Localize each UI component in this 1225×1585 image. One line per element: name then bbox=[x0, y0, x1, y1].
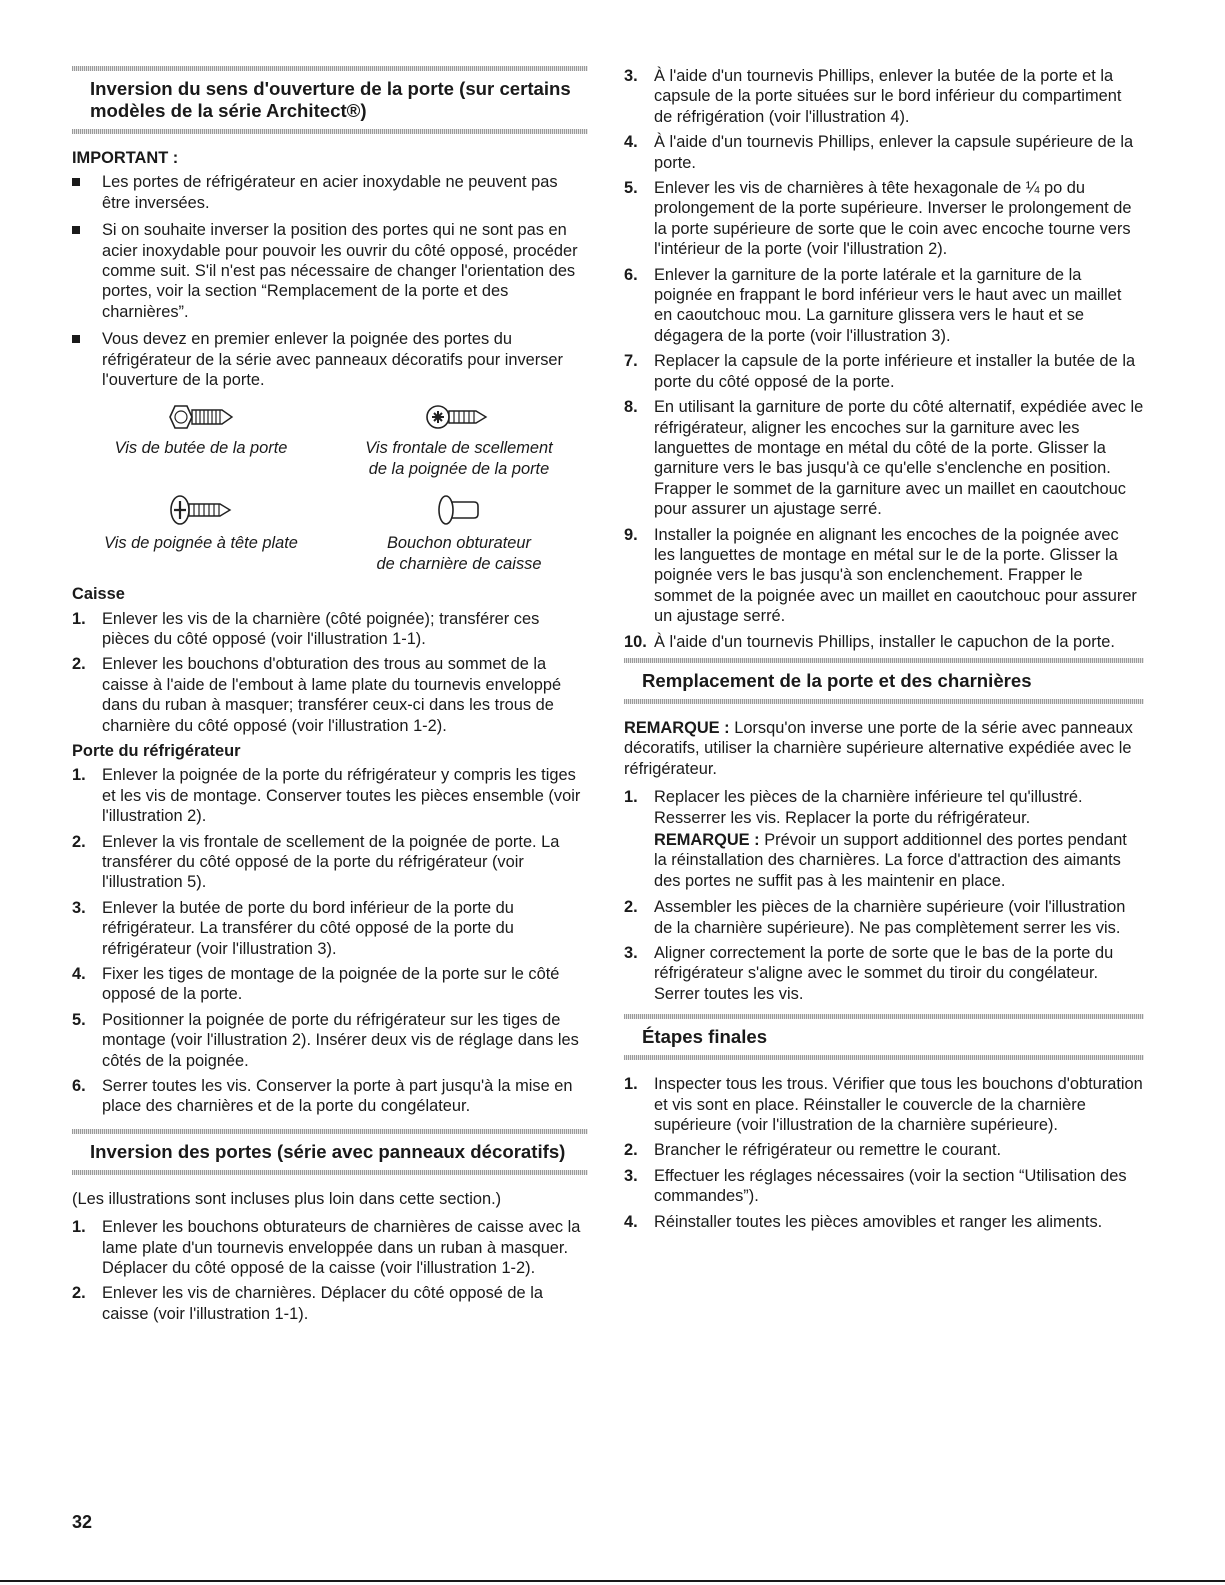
list-item: 3. Aligner correctement la porte de sorte que le bas de la porte du réfrigérateur s'aligne avec le sommet du tiroir du congélateur. Serrer toutes les vis. bbox=[624, 944, 1114, 1003]
remarque-text: Lorsqu'on inverse une porte de la série avec panneaux décoratifs, utiliser la charnière supérieure alternative expédiée avec le réfrigérateur. bbox=[624, 718, 1133, 778]
remarque-label: REMARQUE : bbox=[624, 718, 730, 737]
list-item-text: Enlever les vis de charnières. Déplacer du côté opposé de la caisse (voir l'illustration 1-1). bbox=[102, 1284, 543, 1323]
left-column bbox=[72, 66, 588, 1329]
list-item-text: Réinstaller toutes les pièces amovibles et ranger les aliments. bbox=[654, 1212, 1103, 1231]
section-rule-bottom bbox=[72, 129, 588, 134]
important-list bbox=[72, 172, 588, 390]
section-title: Inversion du sens d'ouverture de la porte (sur certains modèles de la série Architect®) bbox=[90, 78, 571, 121]
list-item-text: En utilisant la garniture de porte du côté alternatif, expédiée avec le réfrigérateur, aligner les encoches sur la garniture avec les languettes de montage en métal du côté de la porte. Glisser la garniture vers le bas jusqu'à ce qu'elle s'enclenche en position. Frapper le sommet de la garniture avec un maillet en caoutchouc pour assurer un ajustage serré. bbox=[654, 398, 1144, 519]
screw-figures bbox=[72, 402, 588, 574]
hex-head-screw-icon bbox=[166, 402, 236, 432]
list-item: 4. Fixer les tiges de montage de la poignée de la porte sur le côté opposé de la porte. bbox=[72, 965, 560, 1004]
note-text: Prévoir un support additionnel des portes pendant la réinstallation des charnières. La force d'attraction des aimants des portes ne suffit pas à les maintenir en place. bbox=[654, 831, 1127, 890]
caisse-steps bbox=[72, 609, 588, 736]
note-label: REMARQUE : bbox=[654, 831, 760, 849]
figure-caption: Vis de poignée à tête plate bbox=[104, 534, 298, 553]
list-item-text: Serrer toutes les vis. Conserver la porte à part jusqu'à la mise en place des charnières et de la porte du congélateur. bbox=[102, 1077, 573, 1116]
list-item-text: À l'aide d'un tournevis Phillips, installer le capuchon de la porte. bbox=[654, 632, 1115, 651]
list-item: 1. Enlever les vis de la charnière (côté poignée); transférer ces pièces du côté opposé (voir l'illustration 1-1). bbox=[72, 609, 540, 648]
final-steps bbox=[624, 1074, 1144, 1232]
section-intro: (Les illustrations sont incluses plus loin dans cette section.) bbox=[72, 1189, 502, 1208]
porte-steps bbox=[72, 765, 588, 1117]
list-item: 7. Replacer la capsule de la porte inférieure et installer la butée de la porte du côté opposé de la porte. bbox=[624, 352, 1136, 391]
list-item-text: Assembler les pièces de la charnière supérieure (voir l'illustration de la charnière supérieure). Ne pas complètement serrer les vis. bbox=[654, 898, 1126, 937]
step-note bbox=[654, 830, 1144, 891]
list-item-text: Installer la poignée en alignant les encoches de la poignée avec les languettes de montage en métal sur le de la porte. Glisser la poignée vers le bas jusqu'à son enclenchement. Frapper le sommet de la poignée avec un maillet en caoutchouc pour assurer un ajustage serré. bbox=[654, 525, 1137, 626]
list-item: 1. Inspecter tous les trous. Vérifier que tous les bouchons d'obturation et vis sont en place. Réinstaller le couvercle de la charnière supérieure (voir l'illustration de la charnière supérieure). bbox=[624, 1075, 1143, 1135]
decorative-panel-steps-continued bbox=[624, 66, 1144, 652]
torx-screw-icon bbox=[424, 402, 494, 432]
figure-hinge-hole-plug bbox=[330, 493, 588, 574]
list-item: 2. Enlever les vis de charnières. Déplacer du côté opposé de la caisse (voir l'illustration 1-1). bbox=[72, 1284, 543, 1323]
list-item-text: Enlever la garniture de la porte latérale et la garniture de la poignée en frappant le bord inférieur vers le haut avec un maillet en caoutchouc mou. La garniture glissera vers le haut et se dégagera de la porte (voir l'illustration 3). bbox=[654, 265, 1122, 345]
page-bottom-rule bbox=[0, 1580, 1225, 1582]
list-item: 3. À l'aide d'un tournevis Phillips, enlever la butée de la porte et la capsule de la porte situées sur le bord inférieur du compartiment de réfrigération (voir l'illustration 4). bbox=[624, 67, 1122, 126]
list-item-text: Enlever les vis de la charnière (côté poignée); transférer ces pièces du côté opposé (voir l'illustration 1-1). bbox=[102, 609, 540, 648]
list-item: 2. Brancher le réfrigérateur ou remettre le courant. bbox=[624, 1141, 1002, 1160]
list-item-text: Inspecter tous les trous. Vérifier que tous les bouchons d'obturation et vis sont en place. Réinstaller le couvercle de la charnière supérieure (voir l'illustration de la charnière supérieure). bbox=[654, 1075, 1143, 1135]
list-item-text: Replacer les pièces de la charnière inférieure tel qu'illustré. Resserrer les vis. Replacer la porte du réfrigérateur. bbox=[654, 788, 1083, 827]
list-item: 6. Enlever la garniture de la porte latérale et la garniture de la poignée en frappant le bord inférieur vers le haut avec un maillet en caoutchouc mou. La garniture glissera vers le haut et se dégagera de la porte (voir l'illustration 3). bbox=[624, 265, 1122, 345]
section-title: Étapes finales bbox=[642, 1026, 768, 1048]
list-item: 1. Enlever les bouchons obturateurs de charnières de caisse avec la lame plate d'un tournevis enveloppée dans un ruban à masquer. Déplacer du côté opposé de la caisse (voir l'illustration 1-2). bbox=[72, 1218, 581, 1278]
list-item bbox=[72, 172, 588, 213]
list-item: 1. Replacer les pièces de la charnière inférieure tel qu'illustré. Resserrer les vis. Replacer la porte du réfrigérateur. REMARQUE : Prévoir un support additionnel des portes pendant la réinstallation des charnières. La force d'attraction des aimants des portes ne suffit pas à les maintenir en place. bbox=[624, 787, 1144, 891]
list-item bbox=[72, 220, 588, 322]
list-item: 9. Installer la poignée en alignant les encoches de la poignée avec les languettes de montage en métal sur le de la porte. Glisser la poignée vers le bas jusqu'à son enclenchement. Frapper le sommet de la poignée avec un maillet en caoutchouc pour assurer un ajustage serré. bbox=[624, 525, 1137, 626]
figure-caption: Bouchon obturateur de charnière de caisse bbox=[376, 534, 542, 573]
section-title: Inversion des portes (série avec panneaux décoratifs) bbox=[90, 1140, 566, 1162]
list-item-text: Enlever la vis frontale de scellement de la poignée de porte. La transférer du côté opposé de la porte du réfrigérateur (voir l'illustration 5). bbox=[102, 832, 560, 892]
section-header-door-reversal bbox=[72, 66, 588, 134]
list-item-text: Enlever la poignée de la porte du réfrigérateur y compris les tiges et les vis de montage. Conserver toutes les pièces ensemble (voir l'illustration 2). bbox=[102, 766, 581, 826]
bullet-icon bbox=[72, 335, 80, 343]
list-item-text: Positionner la poignée de porte du réfrigérateur sur les tiges de montage (voir l'illustration 2). Insérer deux vis de réglage dans les côtés de la poignée. bbox=[102, 1010, 579, 1070]
list-item: 8. En utilisant la garniture de porte du côté alternatif, expédiée avec le réfrigérateur, aligner les encoches sur la garniture avec les languettes de montage en métal du côté de la porte. Glisser la garniture vers le bas jusqu'à ce qu'elle s'enclenche en position. Frapper le sommet de la garniture avec un maillet en caoutchouc pour assurer un ajustage serré. bbox=[624, 398, 1144, 519]
list-item: 4. À l'aide d'un tournevis Phillips, enlever la capsule supérieure de la porte. bbox=[624, 133, 1134, 172]
list-item-text: Enlever la butée de porte du bord inférieur de la porte du réfrigérateur. La transférer du côté opposé de la porte du réfrigérateur (voir l'illustration 3). bbox=[102, 898, 514, 958]
figure-caption: Vis frontale de scellement de la poignée de la porte bbox=[365, 439, 553, 478]
list-item: 2. Enlever la vis frontale de scellement de la poignée de porte. La transférer du côté opposé de la porte du réfrigérateur (voir l'illustration 5). bbox=[72, 832, 560, 892]
figure-caption: Vis de butée de la porte bbox=[114, 439, 288, 458]
section-title: Remplacement de la porte et des charnières bbox=[642, 669, 1032, 691]
list-item-text: Aligner correctement la porte de sorte que le bas de la porte du réfrigérateur s'aligne avec le sommet du tiroir du congélateur. Serrer toutes les vis. bbox=[654, 944, 1114, 1003]
list-item-text: Enlever les bouchons obturateurs de charnières de caisse avec la lame plate d'un tournevis enveloppée dans un ruban à masquer. Déplacer du côté opposé de la caisse (voir l'illustration 1-2). bbox=[102, 1218, 581, 1278]
list-item-text: Effectuer les réglages nécessaires (voir la section “Utilisation des commandes”). bbox=[654, 1166, 1127, 1206]
important-label: IMPORTANT : bbox=[72, 149, 179, 167]
list-item: 4. Réinstaller toutes les pièces amovibles et ranger les aliments. bbox=[624, 1212, 1103, 1231]
section-rule-bottom bbox=[72, 1170, 588, 1175]
list-item-text: Brancher le réfrigérateur ou remettre le courant. bbox=[654, 1141, 1002, 1160]
figure-flat-head-handle-screw bbox=[72, 493, 330, 574]
list-item: 10. À l'aide d'un tournevis Phillips, installer le capuchon de la porte. bbox=[624, 632, 1115, 651]
porte-label: Porte du réfrigérateur bbox=[72, 741, 241, 760]
list-item-text: Fixer les tiges de montage de la poignée de la porte sur le côté opposé de la porte. bbox=[102, 965, 560, 1004]
list-item: 3. Enlever la butée de porte du bord inférieur de la porte du réfrigérateur. La transférer du côté opposé de la porte du réfrigérateur (voir l'illustration 3). bbox=[72, 898, 514, 958]
bullet-icon bbox=[72, 226, 80, 234]
list-item-text: Les portes de réfrigérateur en acier inoxydable ne peuvent pas être inversées. bbox=[102, 173, 558, 212]
section-header-door-hinge-replacement bbox=[624, 658, 1144, 704]
list-item: 3. Effectuer les réglages nécessaires (voir la section “Utilisation des commandes”). bbox=[624, 1166, 1127, 1206]
list-item: 5. Enlever les vis de charnières à tête hexagonale de ¼ po du prolongement de la porte supérieure. Inverser le prolongement de la porte supérieure de sorte que le coin avec encoche tourne vers l'intérieur de la porte (voir l'illustration 2). bbox=[624, 179, 1132, 259]
hinge-plug-icon bbox=[424, 493, 494, 527]
list-item-text: Si on souhaite inverser la position des portes qui ne sont pas en acier inoxydable pour pouvoir les ouvrir du côté opposé, procéder comme suit. S'il n'est pas nécessaire de changer l'orientation des portes, voir la section “Remplacement de la porte et des charnières”. bbox=[102, 221, 578, 321]
caisse-label: Caisse bbox=[72, 585, 125, 604]
list-item-text: Enlever les bouchons d'obturation des trous au sommet de la caisse à l'aide de l'embout à lame plate du tournevis enveloppé dans du ruban à masquer; transférer ceux-ci dans les trous de charnière du côté opposé (voir l'illustration 1-2). bbox=[102, 655, 562, 735]
figure-handle-seal-screw bbox=[330, 402, 588, 479]
decorative-panel-steps bbox=[72, 1217, 588, 1324]
bullet-icon bbox=[72, 178, 80, 186]
list-item: 2. Assembler les pièces de la charnière supérieure (voir l'illustration de la charnière supérieure). Ne pas complètement serrer les vis. bbox=[624, 898, 1126, 937]
list-item: 6. Serrer toutes les vis. Conserver la porte à part jusqu'à la mise en place des charnières et de la porte du congélateur. bbox=[72, 1077, 573, 1116]
section-header-final-steps bbox=[624, 1014, 1144, 1060]
section-rule-bottom bbox=[624, 1055, 1144, 1060]
figure-door-stop-screw bbox=[72, 402, 330, 479]
list-item-text: À l'aide d'un tournevis Phillips, enlever la capsule supérieure de la porte. bbox=[654, 133, 1134, 172]
list-item: 5. Positionner la poignée de porte du réfrigérateur sur les tiges de montage (voir l'illustration 2). Insérer deux vis de réglage dans les côtés de la poignée. bbox=[72, 1010, 579, 1070]
right-column bbox=[624, 66, 1144, 1237]
list-item bbox=[72, 329, 588, 390]
list-item-text: Enlever les vis de charnières à tête hexagonale de ¼ po du prolongement de la porte supérieure. Inverser le prolongement de la porte supérieure de sorte que le coin avec encoche tourne vers l'intérieur de la porte (voir l'illustration 2). bbox=[654, 179, 1132, 259]
list-item-text: À l'aide d'un tournevis Phillips, enlever la butée de la porte et la capsule de la porte situées sur le bord inférieur du compartiment de réfrigération (voir l'illustration 4). bbox=[654, 67, 1122, 126]
page-number: 32 bbox=[72, 1512, 93, 1532]
list-item-text: Vous devez en premier enlever la poignée des portes du réfrigérateur de la série avec panneaux décoratifs pour inverser l'ouverture de la porte. bbox=[102, 330, 564, 390]
section-header-decorative-panel bbox=[72, 1129, 588, 1175]
phillips-flat-screw-icon bbox=[166, 493, 236, 527]
remarque-paragraph bbox=[624, 718, 1144, 779]
list-item: 2. Enlever les bouchons d'obturation des trous au sommet de la caisse à l'aide de l'embout à lame plate du tournevis enveloppé dans du ruban à masquer; transférer ceux-ci dans les trous de charnière du côté opposé (voir l'illustration 1-2). bbox=[72, 655, 562, 735]
section-rule-bottom bbox=[624, 699, 1144, 704]
list-item-text: Replacer la capsule de la porte inférieure et installer la butée de la porte du côté opposé de la porte. bbox=[654, 352, 1136, 391]
hinge-steps bbox=[624, 787, 1144, 1004]
list-item: 1. Enlever la poignée de la porte du réfrigérateur y compris les tiges et les vis de montage. Conserver toutes les pièces ensemble (voir l'illustration 2). bbox=[72, 766, 581, 826]
